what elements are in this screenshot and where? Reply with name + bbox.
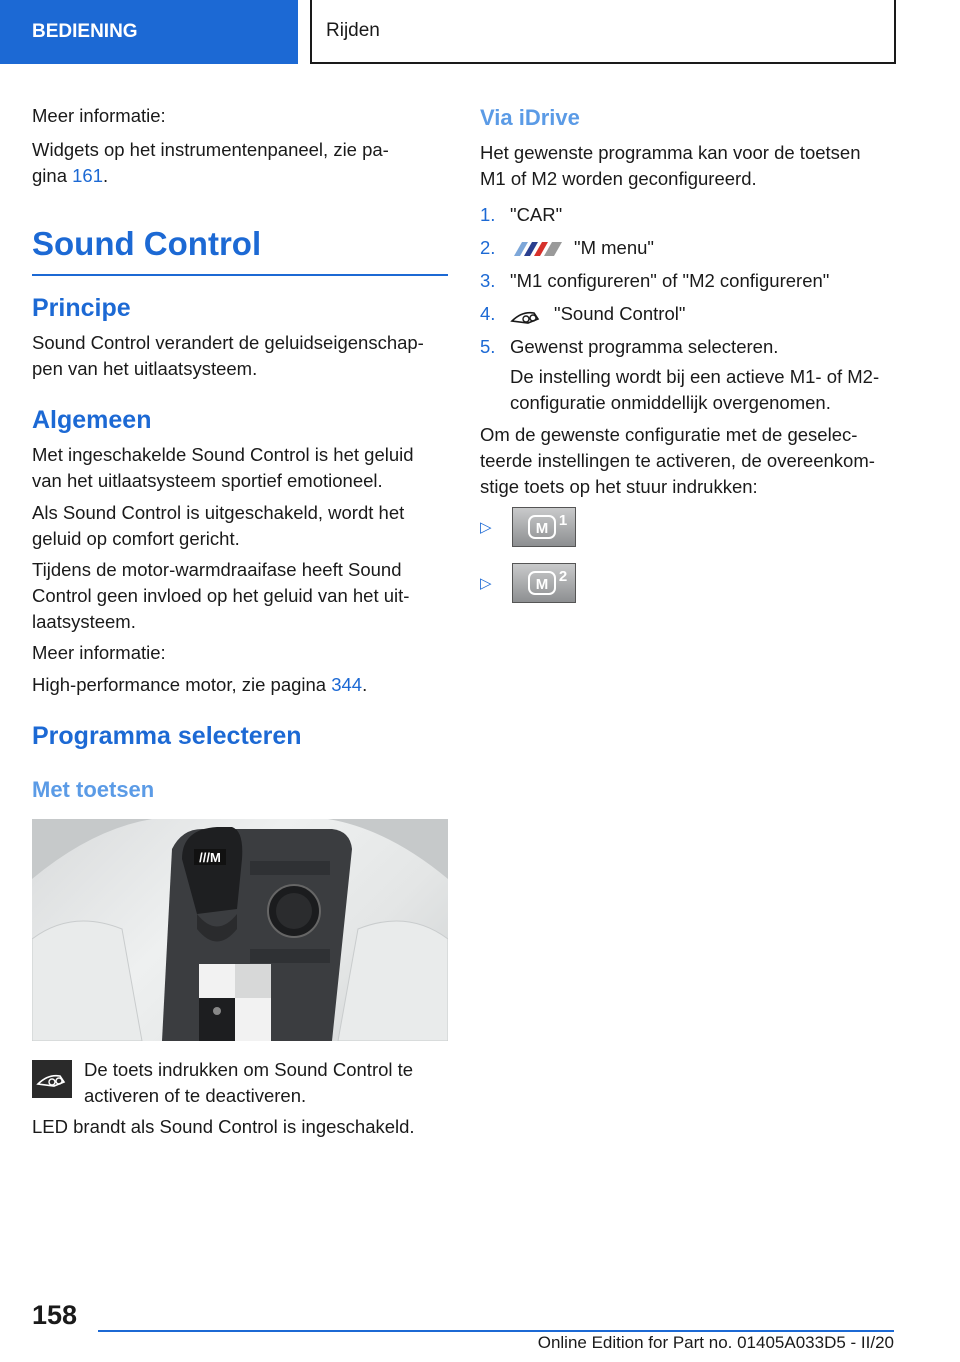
- step5-detail-1: De instelling wordt bij een actieve M1- of M2-: [510, 366, 880, 387]
- page-link-344[interactable]: 344: [331, 674, 363, 695]
- step-number: 5.: [480, 336, 496, 357]
- svg-text:2: 2: [559, 568, 568, 585]
- svg-text:1: 1: [559, 512, 568, 529]
- algemeen-p2-1: Als Sound Control is uitgeschakeld, wordt het: [32, 502, 405, 523]
- idrive-text-2: M1 of M2 worden geconfigureerd.: [480, 168, 757, 189]
- activate-text-1: Om de gewenste configuratie met de geselec-: [480, 424, 858, 445]
- m1-icon: [513, 508, 575, 546]
- exhaust-icon: [32, 1060, 72, 1098]
- step-item[interactable]: [480, 202, 900, 228]
- step-label: "Sound Control": [554, 303, 686, 324]
- step-number: 2.: [480, 237, 496, 258]
- console-illustration: [32, 819, 448, 1041]
- m2-steering-button-icon: [512, 563, 576, 603]
- algemeen-p2-2: geluid op comfort gericht.: [32, 528, 240, 549]
- principe-text-1: Sound Control verandert de geluidseigenschap-: [32, 332, 424, 353]
- idrive-text-1: Het gewenste programma kan voor de toetsen: [480, 142, 861, 163]
- arrow-icon: ▷: [480, 575, 492, 592]
- step-number: 4.: [480, 303, 496, 324]
- section-tab: BEDIENING: [0, 0, 298, 64]
- more-info-label: Meer informatie:: [32, 642, 166, 663]
- led-text: LED brandt als Sound Control is ingeschakeld.: [32, 1116, 415, 1137]
- algemeen-heading: Algemeen: [32, 406, 152, 434]
- step-item[interactable]: [480, 235, 900, 261]
- page-number: 158: [32, 1300, 78, 1330]
- chapter-tab: Rijden: [310, 0, 896, 64]
- intro-more-info: Meer informatie:: [32, 105, 166, 126]
- icon-text-2: activeren of te deactiveren.: [84, 1085, 307, 1106]
- arrow-icon: ▷: [480, 519, 492, 536]
- select-heading: Programma selecteren: [32, 722, 302, 750]
- principe-heading: Principe: [32, 294, 131, 322]
- buttons-heading: Met toetsen: [32, 777, 155, 802]
- step-number: 3.: [480, 270, 496, 291]
- hp-reference: High-performance motor, zie pagina 344.: [32, 674, 368, 695]
- page-title: Sound Control: [32, 224, 448, 276]
- svg-text:M: M: [536, 520, 549, 537]
- m1-button-row: [480, 507, 576, 547]
- svg-text:///M: ///M: [199, 850, 221, 865]
- exhaust-icon: [510, 305, 544, 325]
- step-item[interactable]: [480, 334, 900, 360]
- step-number: 1.: [480, 204, 496, 225]
- algemeen-p3-3: laatsysteem.: [32, 611, 136, 632]
- m2-icon: [513, 564, 575, 602]
- step-item[interactable]: [480, 301, 900, 327]
- step5-detail-2: configuratie onmiddellijk overgenomen.: [510, 392, 831, 413]
- footer-edition: Online Edition for Part no. 01405A033D5 - II/20: [537, 1333, 894, 1352]
- step-label: "M menu": [574, 237, 654, 258]
- idrive-heading: Via iDrive: [480, 105, 580, 130]
- page-link-161[interactable]: 161: [72, 165, 103, 186]
- m1-steering-button-icon: [512, 507, 576, 547]
- m-logo-icon: [510, 241, 564, 257]
- icon-text-1: De toets indrukken om Sound Control te: [84, 1059, 414, 1080]
- m2-button-row: [480, 563, 576, 603]
- step-label: "M1 configureren" of "M2 configureren": [510, 270, 830, 291]
- activate-text-2: teerde instellingen te activeren, de overeenkom-: [480, 450, 875, 471]
- intro-widgets-line2: gina 161.: [32, 165, 109, 186]
- step-item[interactable]: [480, 268, 900, 294]
- principe-text-2: pen van het uitlaatsysteem.: [32, 358, 258, 379]
- algemeen-p1-1: Met ingeschakelde Sound Control is het geluid: [32, 444, 414, 465]
- footer-divider: [98, 1330, 894, 1332]
- algemeen-p1-2: van het uitlaatsysteem sportief emotioneel.: [32, 470, 383, 491]
- center-console-photo: [32, 819, 448, 1041]
- idrive-steps: [480, 202, 900, 360]
- step-label: "CAR": [510, 204, 563, 225]
- algemeen-p3-1: Tijdens de motor-warmdraaifase heeft Sound: [32, 559, 402, 580]
- algemeen-p3-2: Control geen invloed op het geluid van het uit-: [32, 585, 410, 606]
- intro-widgets-line1: Widgets op het instrumentenpaneel, zie pa-: [32, 139, 389, 160]
- sound-control-button-icon: [32, 1060, 72, 1098]
- activate-text-3: stige toets op het stuur indrukken:: [480, 476, 758, 497]
- step-label: Gewenst programma selecteren.: [510, 336, 779, 357]
- svg-text:M: M: [536, 576, 549, 593]
